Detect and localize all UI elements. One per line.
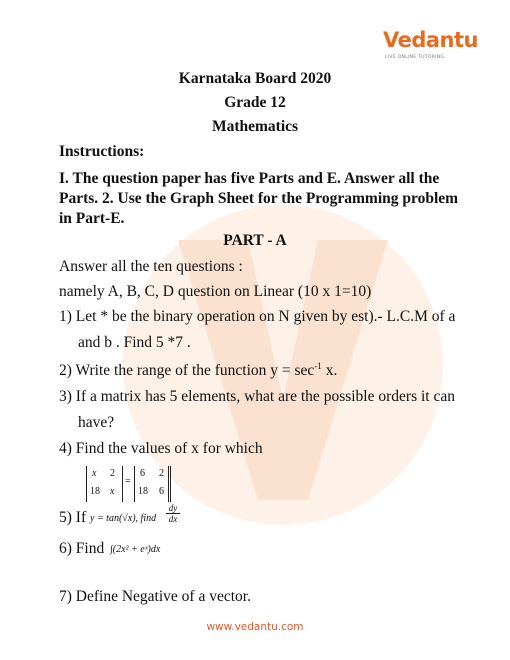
question-5-fraction [166,503,180,524]
question-2-superscript: -1 [314,361,322,371]
instructions-line-1: I. The question paper has five Parts and E. Answer all the [59,170,440,187]
det-right-d: 6 [159,486,164,497]
det-left-b: 2 [110,468,115,479]
question-2-text: 2) Write the range of the function y = sec [59,362,315,380]
question-7: 7) Define Negative of a vector. [59,588,251,605]
question-1-line-2: and b . Find 5 *7 . [78,334,191,351]
det-left-a: x [92,468,97,479]
question-5-math: y = tan(√x), find [90,513,157,524]
fraction-denominator: dx [168,514,178,524]
det-left-c: 18 [90,486,100,497]
det-right-c: 18 [138,486,148,497]
part-a-intro-1: Answer all the ten questions : [59,258,243,275]
logo-text: Vedantu [383,28,478,52]
question-4-determinant-equation [86,466,196,504]
instructions-line-3: in Part-E. [59,210,125,227]
det-equals: = [125,476,131,487]
det-right-a: 6 [140,468,145,479]
question-4: 4) Find the values of x for which [59,440,263,457]
question-2 [59,361,337,380]
question-1-line-1: 1) Let * be the binary operation on N given by est).- L.C.M of a [59,308,456,325]
det-right-b: 2 [159,468,164,479]
question-2-end: x. [321,362,338,380]
part-a-intro-2: namely A, B, C, D question on Linear (10 x 1=10) [59,283,372,300]
det-left-d: x [110,486,115,497]
question-3-line-1: 3) If a matrix has 5 elements, what are the possible orders it can [59,388,455,405]
instructions-heading: Instructions: [59,143,145,160]
fraction-numerator: dy [166,503,180,514]
footer-url[interactable]: www.vedantu.com [206,621,304,633]
part-a-heading: PART - A [223,232,287,249]
subject-title: Mathematics [211,118,299,135]
question-6-math: ∫(2x² + eˣ)dx [110,544,161,555]
question-3-line-2: have? [78,414,115,431]
board-title: Karnataka Board 2020 [178,70,332,87]
vedantu-logo[interactable] [383,28,478,68]
logo-tagline: LIVE ONLINE TUTORING [385,55,445,60]
question-5-prefix: 5) If [59,509,87,526]
question-6-prefix: 6) Find [59,540,105,557]
instructions-line-2: Parts. 2. Use the Graph Sheet for the Programming problem [59,190,459,207]
grade-title: Grade 12 [224,94,286,111]
